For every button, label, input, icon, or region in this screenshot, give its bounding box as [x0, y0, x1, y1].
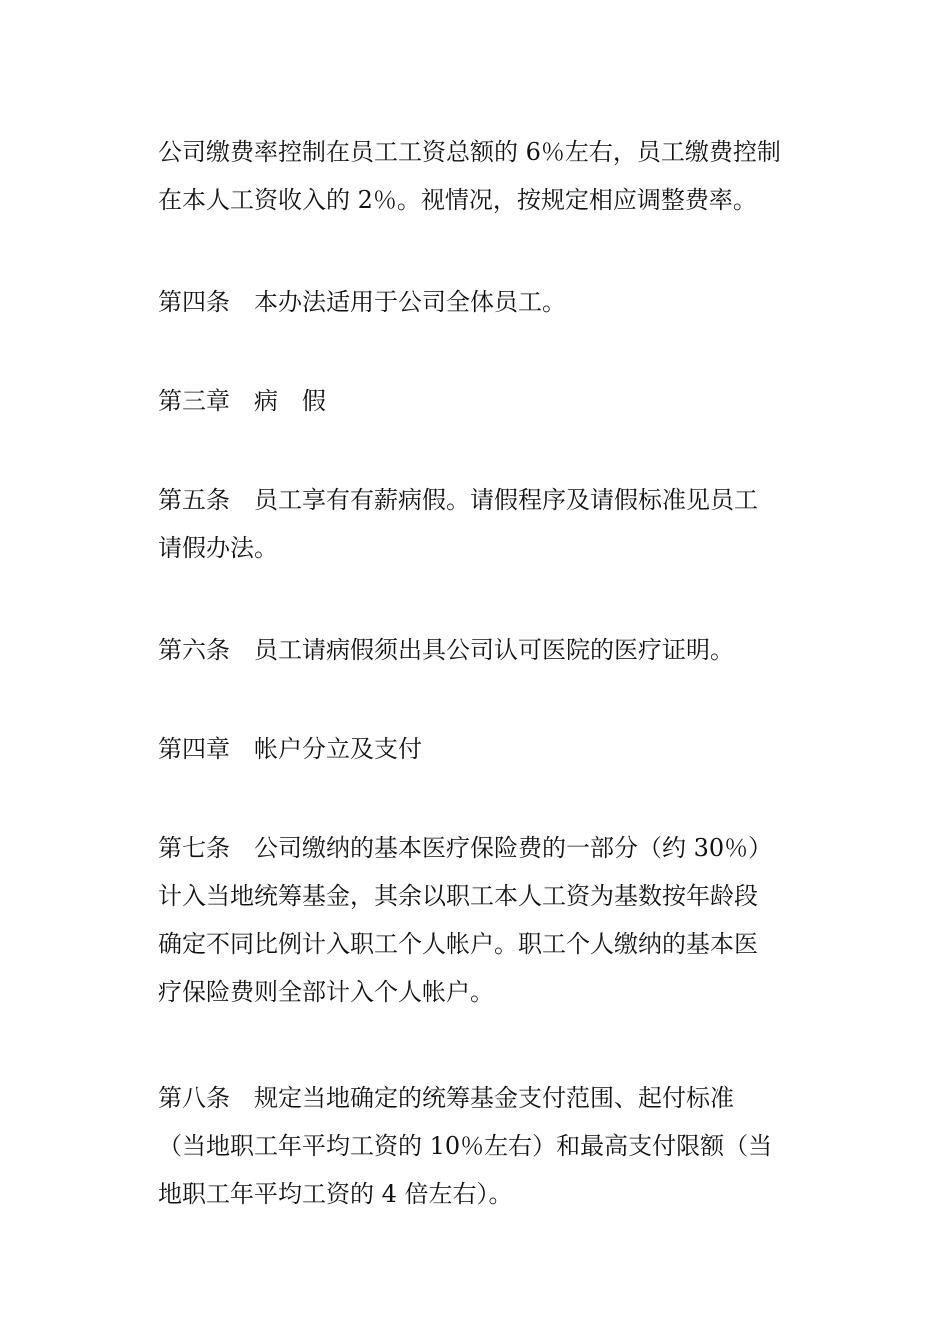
paragraph-contribution-rate [158, 128, 820, 224]
text-line: 第六条 员工请病假须出具公司认可医院的医疗证明。 [158, 636, 734, 664]
article-8 [158, 1074, 820, 1218]
text-line: 公司缴费率控制在员工工资总额的 6％左右，员工缴费控制 [158, 138, 781, 166]
text-line: 请假办法。 [158, 534, 278, 562]
text-line: 第三章 病 假 [158, 387, 326, 415]
article-5 [158, 476, 820, 572]
chapter-3-heading [158, 377, 820, 425]
text-line: 第四章 帐户分立及支付 [158, 735, 422, 763]
text-line: 疗保险费则全部计入个人帐户。 [158, 978, 494, 1006]
text-line: 确定不同比例计入职工个人帐户。职工个人缴纳的基本医 [158, 930, 758, 958]
text-line: 第四条 本办法适用于公司全体员工。 [158, 288, 566, 316]
article-7 [158, 824, 820, 1016]
article-6 [158, 626, 820, 674]
article-4 [158, 278, 820, 326]
text-line: 第五条 员工享有有薪病假。请假程序及请假标准见员工 [158, 486, 758, 514]
text-line: 第八条 规定当地确定的统筹基金支付范围、起付标准 [158, 1084, 734, 1112]
text-line: 地职工年平均工资的 4 倍左右）。 [158, 1180, 513, 1208]
chapter-4-heading [158, 725, 820, 773]
text-line: 在本人工资收入的 2％。视情况，按规定相应调整费率。 [158, 186, 757, 214]
text-line: 第七条 公司缴纳的基本医疗保险费的一部分（约 30％） [158, 834, 773, 862]
text-line: 计入当地统筹基金，其余以职工本人工资为基数按年龄段 [158, 882, 758, 910]
text-line: （当地职工年平均工资的 10％左右）和最高支付限额（当 [158, 1132, 773, 1160]
